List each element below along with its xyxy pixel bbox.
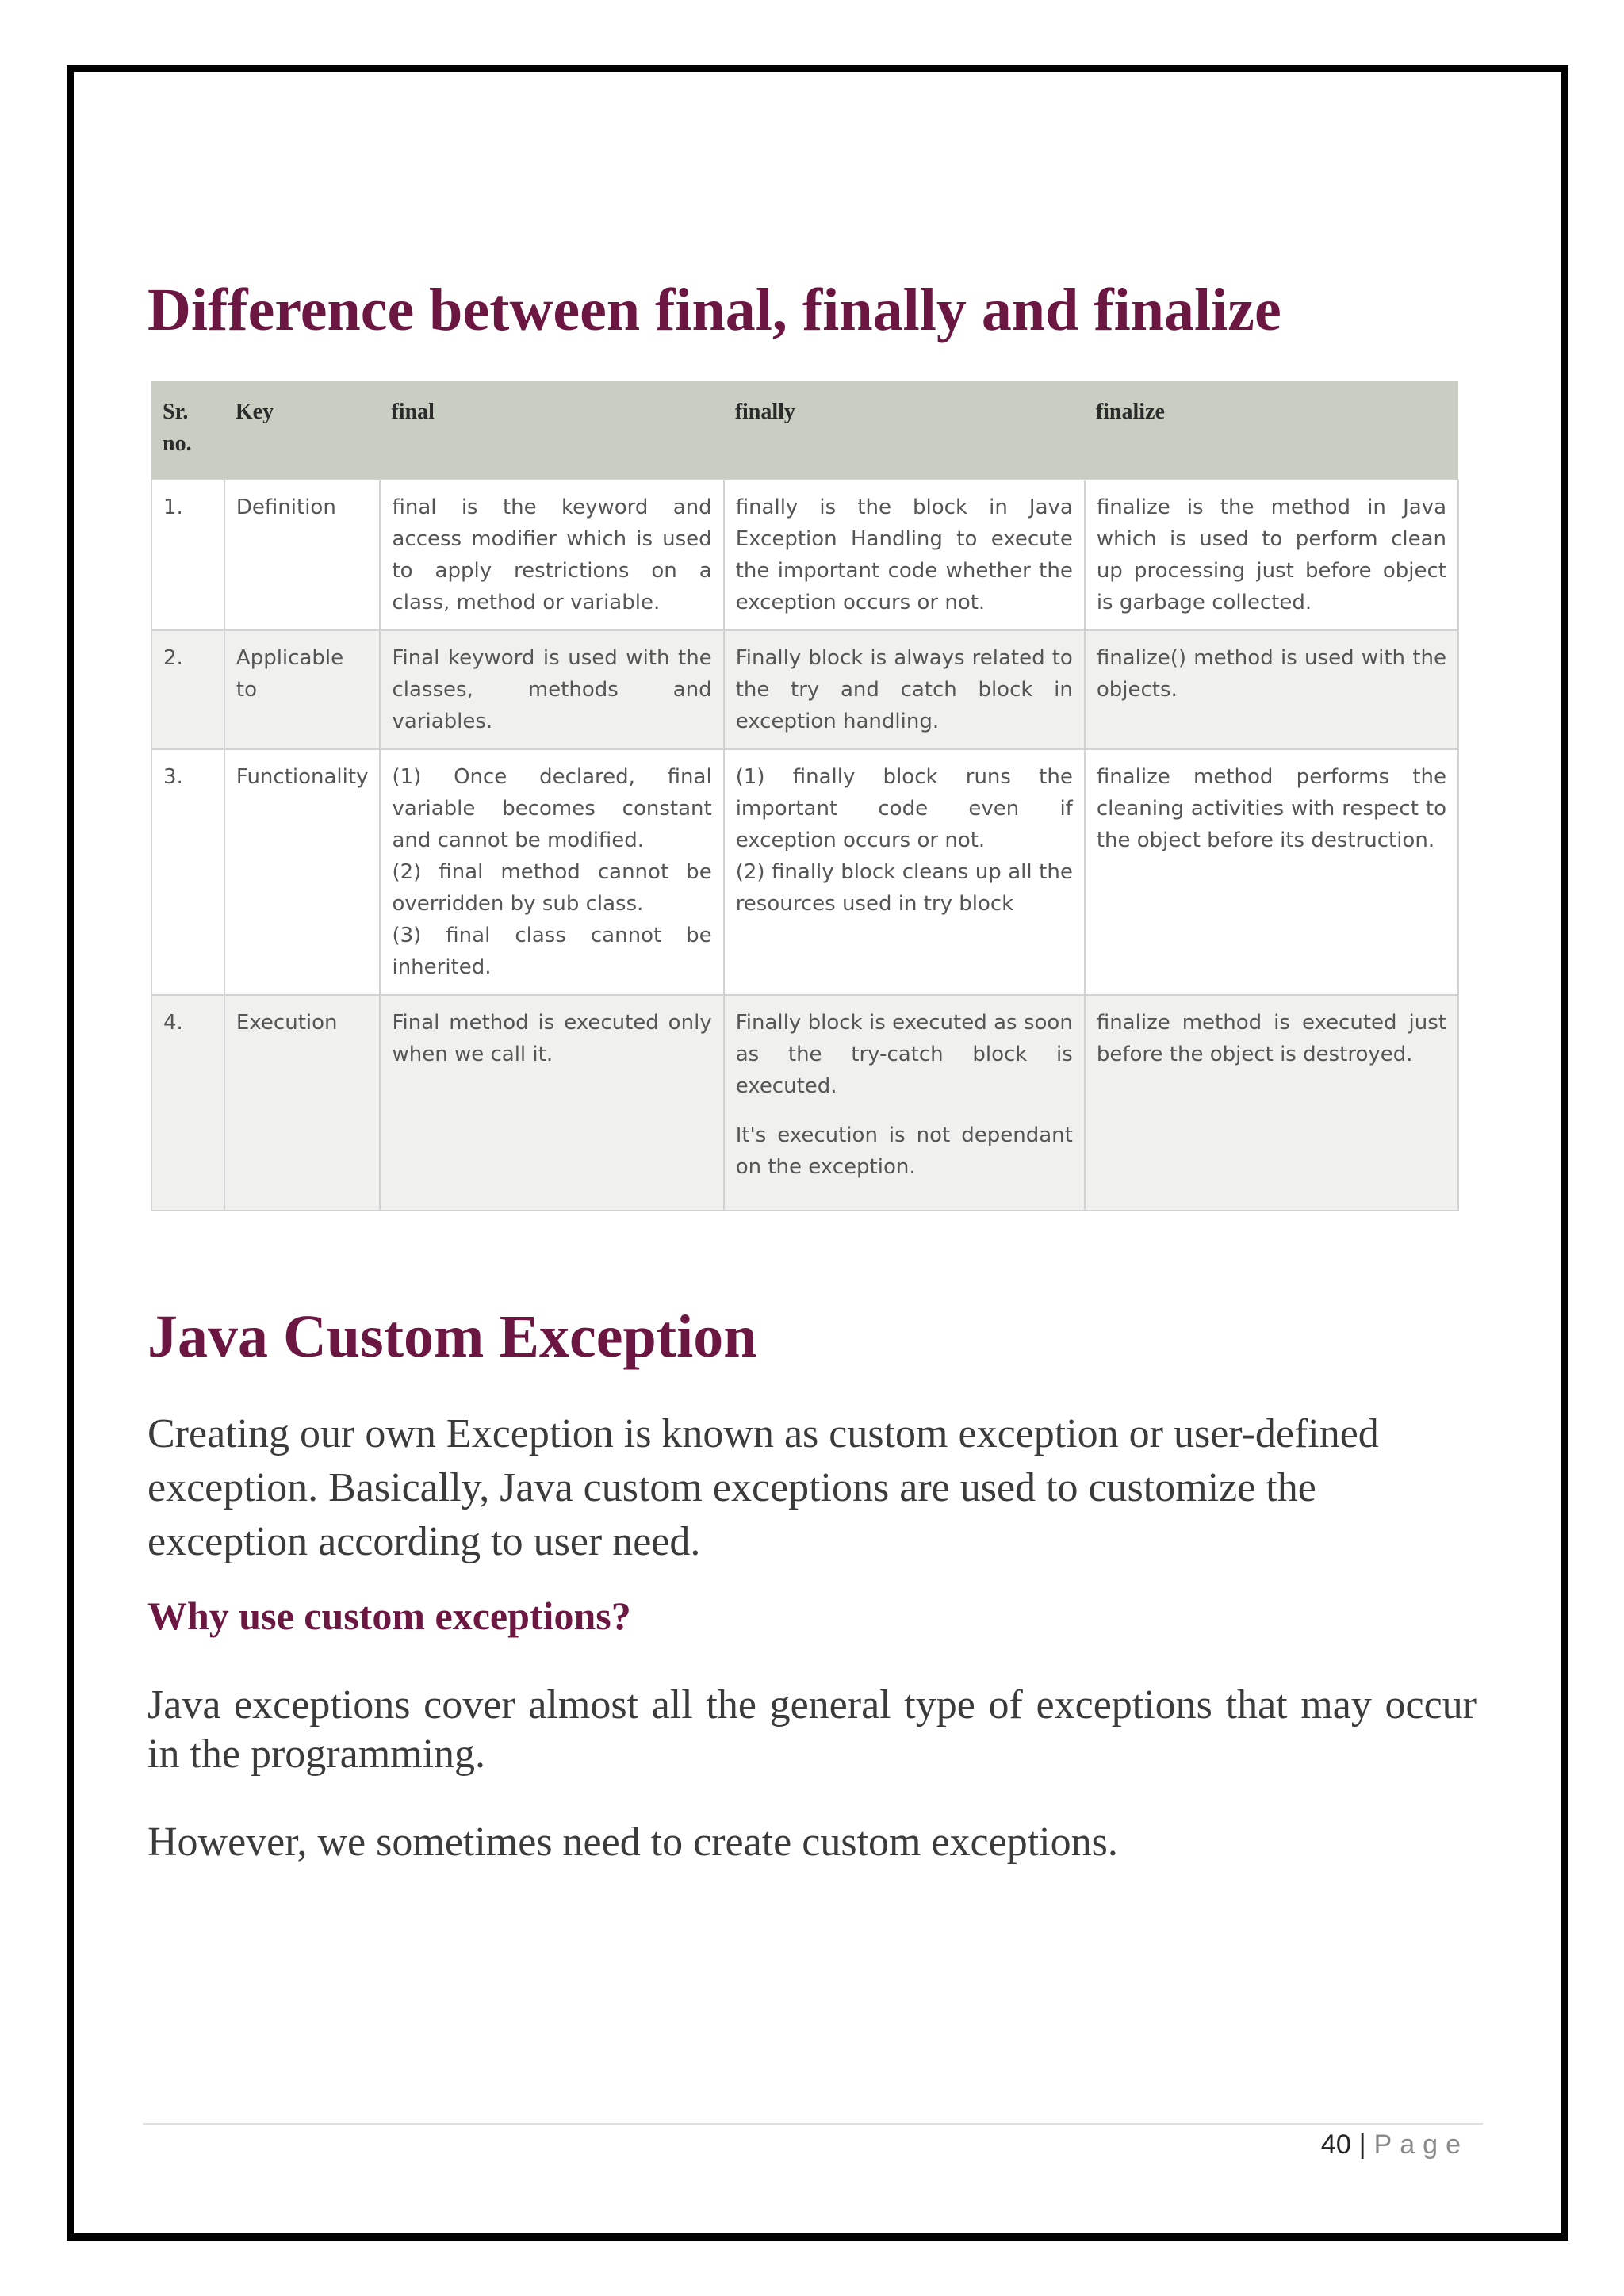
cell-finally-line-1: (1) finally block runs the important code even if exception occurs or not. xyxy=(735,765,1073,852)
cell-finally: finally is the block in Java Exception Handling to execute the important code whether the exception occurs or not. xyxy=(724,480,1085,630)
cell-final: Final method is executed only when we call it. xyxy=(380,995,723,1211)
header-finalize: finalize xyxy=(1085,381,1458,480)
comparison-table xyxy=(151,381,1459,1211)
cell-key: Functionality xyxy=(224,749,381,995)
table-row xyxy=(151,480,1458,630)
cell-finalize: finalize() method is used with the objects. xyxy=(1085,630,1458,749)
page-footer xyxy=(1321,2130,1469,2160)
subheading-why-custom: Why use custom exceptions? xyxy=(147,1594,631,1638)
heading-difference: Difference between final, finally and finalize xyxy=(147,277,1281,343)
cell-finalize: finalize method performs the cleaning activities with respect to the object before its destruction. xyxy=(1085,749,1458,995)
cell-finally-line-2: It's execution is not dependant on the exception. xyxy=(735,1123,1073,1179)
paragraph-why-1: Java exceptions cover almost all the general type of exceptions that may occur in the programming. xyxy=(147,1682,1477,1777)
paragraph-custom-exception: Creating our own Exception is known as custom exception or user-defined exception. Basically, Java custom exceptions are used to customize the exception according to user need. xyxy=(147,1411,1379,1564)
table-row xyxy=(151,749,1458,995)
paragraph-why-2: However, we sometimes need to create custom exceptions. xyxy=(147,1820,1118,1865)
cell-key: Execution xyxy=(224,995,381,1211)
cell-sr: 1. xyxy=(151,480,224,630)
cell-final: final is the keyword and access modifier which is used to apply restrictions on a class, method or variable. xyxy=(380,480,723,630)
header-final: final xyxy=(380,381,723,480)
cell-final-line-1: (1) Once declared, final variable becomes constant and cannot be modified. xyxy=(392,765,712,852)
cell-finally-line-2: (2) finally block cleans up all the resources used in try block xyxy=(735,860,1073,916)
cell-finally: Finally block is always related to the try and catch block in exception handling. xyxy=(724,630,1085,749)
cell-sr: 3. xyxy=(151,749,224,995)
cell-finally xyxy=(724,995,1085,1211)
cell-finally xyxy=(724,749,1085,995)
table-header-row xyxy=(151,381,1458,480)
page-number: 40 xyxy=(1320,2130,1351,2160)
footer-separator: | xyxy=(1358,2130,1366,2160)
header-sr-no: Sr. no. xyxy=(151,381,224,480)
cell-sr: 2. xyxy=(151,630,224,749)
footer-divider xyxy=(143,2123,1483,2125)
cell-final xyxy=(380,749,723,995)
table-row xyxy=(151,630,1458,749)
cell-key: Applicable to xyxy=(224,630,381,749)
header-key: Key xyxy=(224,381,381,480)
table-row xyxy=(151,995,1458,1211)
cell-final-line-3: (3) final class cannot be inherited. xyxy=(392,924,712,979)
cell-sr: 4. xyxy=(151,995,224,1211)
heading-custom-exception: Java Custom Exception xyxy=(147,1303,757,1370)
cell-finally-line-1: Finally block is executed as soon as the try-catch block is executed. xyxy=(735,1011,1073,1098)
cell-finalize: finalize method is executed just before the object is destroyed. xyxy=(1085,995,1458,1211)
cell-key: Definition xyxy=(224,480,381,630)
header-finally: finally xyxy=(724,381,1085,480)
cell-finalize: finalize is the method in Java which is used to perform clean up processing just before object is garbage collected. xyxy=(1085,480,1458,630)
cell-final: Final keyword is used with the classes, methods and variables. xyxy=(380,630,723,749)
page-label: Page xyxy=(1373,2130,1469,2160)
cell-final-line-2: (2) final method cannot be overridden by sub class. xyxy=(392,860,712,916)
